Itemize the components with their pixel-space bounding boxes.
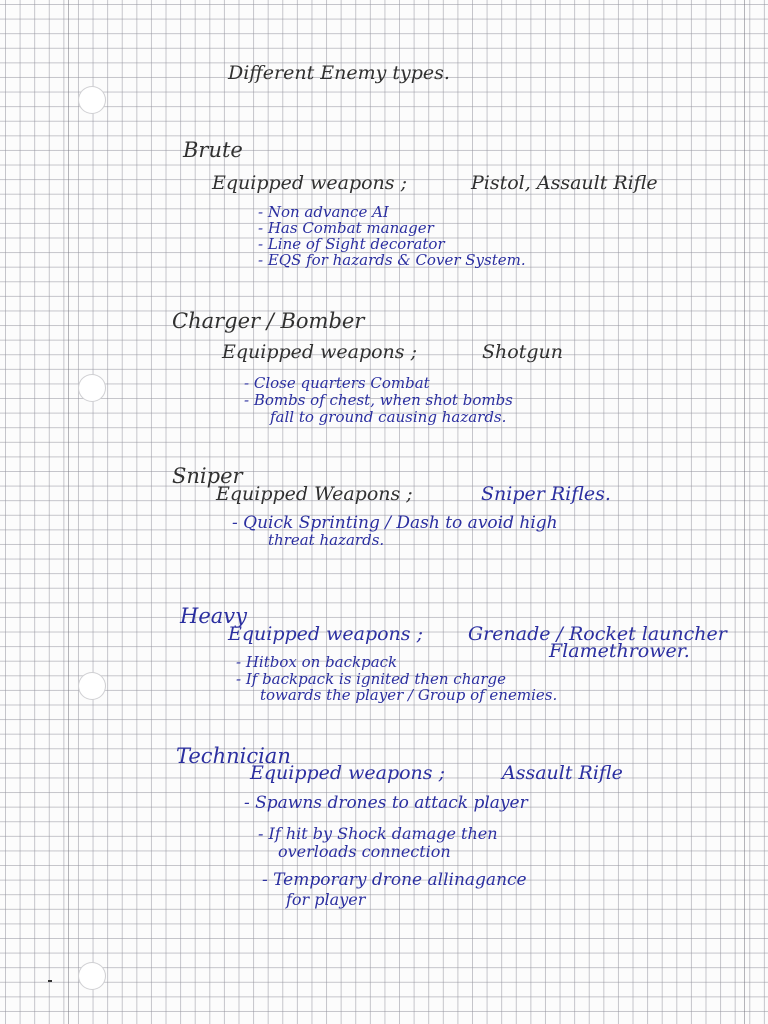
technician-note: overloads connection bbox=[278, 842, 451, 861]
enemy-heading-heavy: Heavy bbox=[180, 604, 247, 628]
brute-weapons-label: Equipped weapons ; bbox=[212, 172, 407, 194]
enemy-heading-sniper: Sniper bbox=[172, 464, 243, 488]
heavy-note: - If backpack is ignited then charge bbox=[236, 670, 506, 688]
binder-hole bbox=[78, 962, 106, 990]
binder-hole bbox=[78, 374, 106, 402]
technician-weapons-label: Equipped weapons ; bbox=[250, 762, 445, 784]
heavy-note: towards the player / Group of enemies. bbox=[260, 686, 558, 704]
sniper-weapons-value: Sniper Rifles. bbox=[481, 483, 611, 505]
right-margin-line bbox=[744, 0, 745, 1024]
charger-weapons-label: Equipped weapons ; bbox=[222, 341, 417, 363]
heavy-weapons-value: Grenade / Rocket launcher bbox=[468, 623, 727, 645]
enemy-heading-technician: Technician bbox=[176, 744, 291, 768]
charger-weapons-value: Shotgun bbox=[482, 341, 563, 363]
brute-note: - EQS for hazards & Cover System. bbox=[258, 251, 526, 269]
sniper-note: - Quick Sprinting / Dash to avoid high bbox=[232, 513, 558, 533]
left-margin-line bbox=[68, 0, 69, 1024]
charger-note: - Bombs of chest, when shot bombs bbox=[244, 391, 513, 409]
technician-note: - Temporary drone allinagance bbox=[262, 870, 527, 890]
brute-note: - Line of Sight decorator bbox=[258, 235, 445, 253]
technician-note: - Spawns drones to attack player bbox=[244, 793, 528, 813]
technician-weapons-value: Assault Rifle bbox=[502, 762, 623, 784]
brute-note: - Has Combat manager bbox=[258, 219, 434, 237]
enemy-heading-charger-bomber: Charger / Bomber bbox=[172, 309, 365, 333]
heavy-weapons-label: Equipped weapons ; bbox=[228, 623, 423, 645]
charger-note: - Close quarters Combat bbox=[244, 374, 430, 392]
sniper-note: threat hazards. bbox=[268, 531, 385, 549]
charger-note: fall to ground causing hazards. bbox=[270, 408, 507, 426]
heavy-weapons-value-2: Flamethrower. bbox=[549, 640, 690, 662]
technician-note: for player bbox=[286, 890, 366, 909]
ink-speck bbox=[48, 980, 52, 982]
brute-weapons-value: Pistol, Assault Rifle bbox=[471, 172, 658, 194]
heavy-note: - Hitbox on backpack bbox=[236, 653, 398, 671]
page-title: Different Enemy types. bbox=[228, 62, 450, 84]
technician-note: - If hit by Shock damage then bbox=[258, 824, 498, 843]
binder-hole bbox=[78, 672, 106, 700]
brute-note: - Non advance AI bbox=[258, 203, 389, 221]
sniper-weapons-label: Equipped Weapons ; bbox=[216, 483, 413, 505]
enemy-heading-brute: Brute bbox=[183, 138, 243, 162]
binder-hole bbox=[78, 86, 106, 114]
